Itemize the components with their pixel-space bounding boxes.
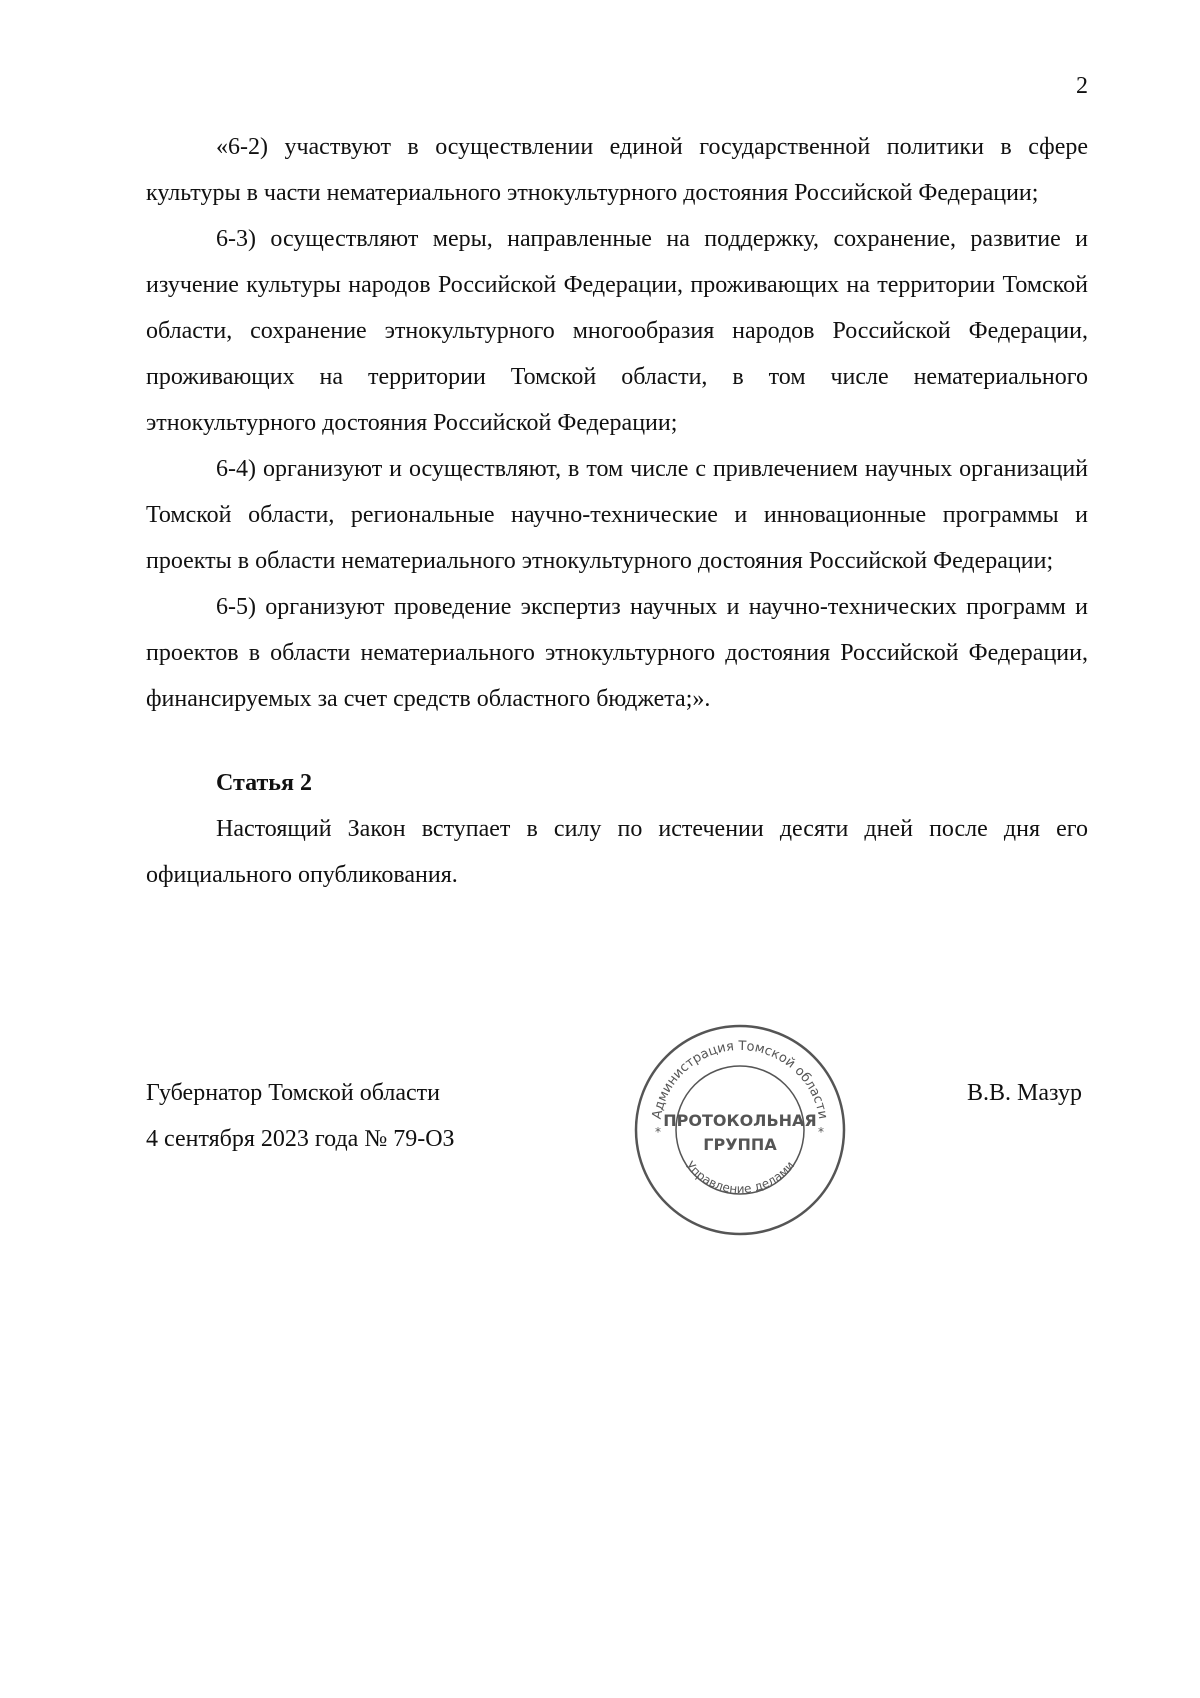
signature-block bbox=[146, 1070, 455, 1162]
page-number: 2 bbox=[1076, 73, 1088, 99]
signer-name: В.В. Мазур bbox=[967, 1080, 1082, 1106]
stamp-top-text bbox=[650, 1039, 831, 1120]
paragraph-6-2: «6-2) участвуют в осуществлении единой государственной политики в сфере культуры в части нематериального этнокультурного достояния Российской Федерации; bbox=[146, 134, 1088, 206]
paragraph-6-5: 6-5) организуют проведение экспертиз научных и научно-технических программ и проектов в области нематериального этнокультурного достояния Российской Федерации, финансируемых за счет средств областного бюджета;». bbox=[146, 594, 1088, 712]
official-stamp bbox=[630, 1020, 850, 1240]
stamp-bottom-textpath: Управление делами bbox=[682, 1158, 798, 1197]
stamp-top-textpath: Администрация Томской области bbox=[649, 1038, 831, 1121]
law-body bbox=[146, 124, 1088, 898]
stamp-center-line1: ПРОТОКОЛЬНАЯ bbox=[663, 1111, 817, 1130]
stamp-center-line2: ГРУППА bbox=[703, 1135, 777, 1154]
paragraph-6-4: 6-4) организуют и осуществляют, в том числе с привлечением научных организаций Томской области, региональные научно-технические и инновационные программы и проекты в области нематериального этнокультурного достояния Российской Федерации; bbox=[146, 456, 1088, 574]
article-heading: Статья 2 bbox=[216, 770, 312, 796]
signer-position: Губернатор Томской области bbox=[146, 1080, 440, 1106]
article-text: Настоящий Закон вступает в силу по истечении десяти дней после дня его официального опубликования. bbox=[146, 816, 1088, 888]
stamp-star-right-icon: * bbox=[818, 1125, 824, 1139]
stamp-star-left-icon: * bbox=[655, 1125, 661, 1139]
paragraph-6-3: 6-3) осуществляют меры, направленные на поддержку, сохранение, развитие и изучение культуры народов Российской Федерации, проживающих на территории Томской области, сохранение этнокультурного многообразия народов Российской Федерации, проживающих на территории Томской области, в том числе нематериального этнокультурного достояния Российской Федерации; bbox=[146, 226, 1088, 436]
stamp-outer-ring bbox=[636, 1026, 844, 1234]
law-date-number: 4 сентября 2023 года № 79-ОЗ bbox=[146, 1126, 455, 1152]
stamp-bottom-text bbox=[683, 1159, 797, 1197]
